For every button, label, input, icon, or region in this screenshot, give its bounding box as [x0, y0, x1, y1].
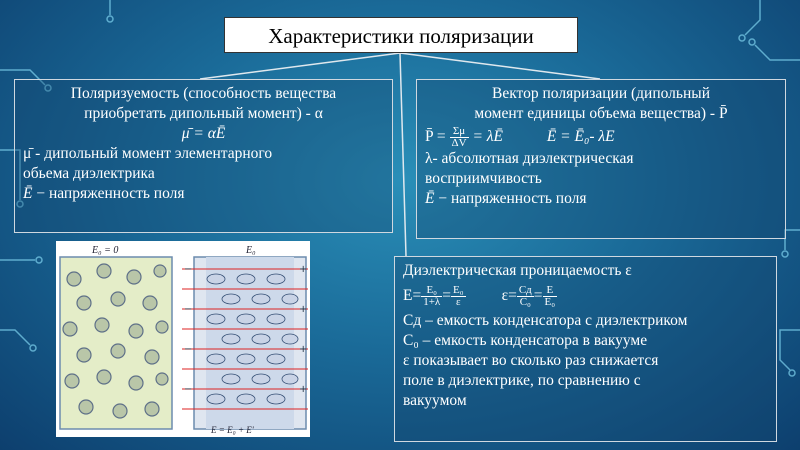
polarization-formula-rhs: = λĒ — [472, 128, 503, 146]
e0-over-1-plus-lambda: $\frac{\text{E₀}}{1+\lambda}$ — [423, 283, 441, 308]
dielectric-figure — [56, 241, 310, 437]
c0-symbol: C₀ — [403, 332, 419, 349]
e-over-e0: $\frac{E}{\text{E₀}}$ — [544, 283, 556, 308]
permittivity-box: Диэлектрическая проницаемость ε E= $\frac{\text{E₀}}{1+\lambda}$ = $\frac{\text{E₀}}{\varepsilon}$ ε= $\frac{Cд}{\text{C₀}}$ = $\frac{E}{\text{E₀}}$ Cд – емкость конденсатора с диэлектриком C₀ – емкость конденсатора в вакууме ε показывает во сколько раз снижается поле в диэлектрике, по сравнению с вакуумом — [394, 256, 777, 442]
e-formula-lhs: E= — [403, 287, 422, 304]
polarization-line-1: Вектор поляризации (дипольный — [492, 85, 710, 102]
page-title: Характеристики поляризации — [224, 17, 578, 53]
svg-text:−: − — [184, 344, 193, 355]
label-e0: E₀ — [246, 245, 256, 256]
sum-mu-over-delta-v: $\frac{\Sigma\mu}{\Delta V}$ — [451, 125, 467, 149]
dipole-moment-description: μ̄ - дипольный момент элементарного — [23, 145, 273, 162]
dielectric-volume-text: обьема диэлектрика — [23, 165, 155, 182]
polarization-vector-box — [416, 79, 786, 239]
cd-symbol: Cд — [403, 312, 422, 329]
dielectric-illustration — [56, 241, 310, 437]
cd-over-c0: $\frac{Cд}{\text{C₀}}$ — [518, 283, 532, 308]
polarization-line-2: момент единицы объема вещества) - P̄ — [474, 105, 728, 122]
svg-text:+: + — [299, 264, 308, 275]
svg-text:−: − — [184, 264, 193, 275]
field-symbol: Ē — [23, 185, 33, 202]
cd-description: – емкость конденсатора с диэлектриком — [421, 312, 688, 329]
permittivity-title: Диэлектрическая проницаемость ε — [403, 262, 632, 279]
svg-text:−: − — [184, 384, 193, 395]
field-symbol-right: Ē — [425, 190, 435, 207]
polarizability-box — [14, 79, 393, 233]
svg-text:−: − — [184, 304, 193, 315]
epsilon-formula-lhs: ε= — [501, 287, 517, 304]
epsilon-explanation-2: поле в диэлектрике, по сравнению с — [403, 372, 641, 389]
label-e0-zero: E₀ = 0 — [92, 245, 119, 256]
field-reduction-formula: Ē = Ē₀- λE — [546, 128, 615, 146]
c0-description: – емкость конденсатора в вакууме — [418, 332, 648, 349]
svg-text:+: + — [299, 384, 308, 395]
field-strength-text-right: − напряженность поля — [434, 190, 587, 207]
svg-text:+: + — [299, 304, 308, 315]
polarizability-formula: μ̄ = αĒ — [181, 125, 226, 142]
field-strength-text: − напряженность поля — [32, 185, 185, 202]
label-e-total: E = E₀ + E' — [211, 425, 254, 435]
polarization-formula-lhs: P̄ = — [425, 128, 446, 146]
epsilon-explanation-1: ε показывает во сколько раз снижается — [403, 352, 659, 369]
polarizability-line-1: Поляризуемость (способность вещества — [70, 85, 337, 102]
e0-over-epsilon: $\frac{\text{E₀}}{\varepsilon}$ — [453, 283, 464, 308]
polarizability-line-2: приобретать дипольный момент) - α — [84, 105, 323, 122]
susceptibility-line-2: восприимчивость — [425, 170, 542, 187]
svg-text:+: + — [299, 344, 308, 355]
susceptibility-line-1: λ- абсолютная диэлектрическая — [425, 150, 634, 167]
epsilon-explanation-3: вакуумом — [403, 392, 467, 409]
